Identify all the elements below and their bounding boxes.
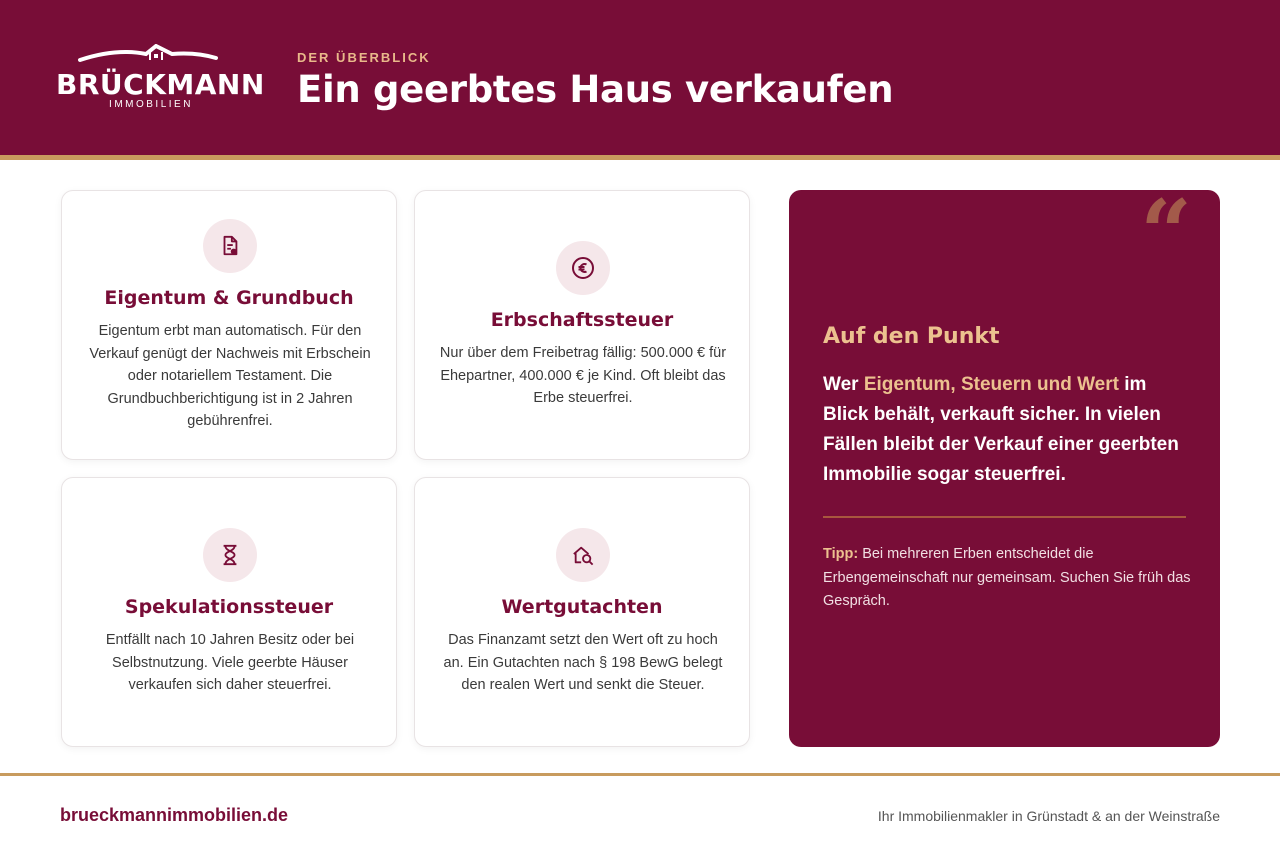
logo-name: BRÜCKMANN: [56, 68, 265, 101]
brand-logo[interactable]: [56, 44, 265, 114]
tip-text: Bei mehreren Erben entscheidet die Erbengemeinschaft nur gemeinsam. Suchen Sie früh das Gespräch.: [823, 546, 1191, 609]
quote-mark-icon: “: [1140, 180, 1192, 286]
footer-divider: [0, 773, 1280, 776]
hourglass-icon: [203, 528, 257, 582]
card-wertgutachten: [414, 477, 750, 747]
document-icon: [203, 219, 257, 273]
card-erbschaftssteuer: [414, 190, 750, 460]
page-title: Ein geerbtes Haus verkaufen: [297, 68, 894, 111]
header-divider: [0, 155, 1280, 160]
panel-divider: [823, 516, 1186, 518]
footer-website-link[interactable]: brueckmannimmobilien.de: [60, 805, 289, 825]
card-text: Das Finanzamt setzt den Wert oft zu hoch an. Ein Gutachten nach § 198 BewG belegt den realen Wert und senkt die Steuer.: [443, 632, 723, 693]
summary-panel: [789, 180, 1220, 747]
card-spekulationssteuer: [61, 477, 397, 747]
card-text: Nur über dem Freibetrag fällig: 500.000 € für Ehepartner, 400.000 € je Kind. Oft bleibt das Erbe steuerfrei.: [439, 345, 727, 406]
card-title: Erbschaftssteuer: [490, 309, 674, 331]
card-title: Wertgutachten: [501, 596, 663, 618]
card-text: Entfällt nach 10 Jahren Besitz oder bei Selbstnutzung. Viele geerbte Häuser verkaufen sich daher steuerfrei.: [105, 632, 355, 693]
panel-body: [823, 370, 1195, 490]
footer-tagline: Ihr Immobilienmakler in Grünstadt & an der Weinstraße: [877, 808, 1220, 824]
panel-body-post: im Blick behält, verkauft sicher. In vielen Fällen bleibt der Verkauf einer geerbten Immobilie sogar steuerfrei.: [823, 374, 1179, 485]
house-search-icon: [556, 528, 610, 582]
card-title: Spekulationssteuer: [124, 596, 334, 618]
header-banner: [0, 0, 1280, 155]
panel-body-pre: Wer: [823, 374, 864, 395]
card-title: Eigentum & Grundbuch: [104, 287, 354, 309]
panel-body-highlight: Eigentum, Steuern und Wert: [863, 374, 1119, 395]
panel-tip: [823, 543, 1193, 614]
panel-heading: Auf den Punkt: [823, 324, 1000, 349]
logo-subtitle: IMMOBILIEN: [109, 99, 193, 110]
card-eigentum: [61, 190, 397, 460]
tip-label: Tipp:: [823, 546, 859, 562]
euro-icon: [556, 241, 610, 295]
house-roof-logo-icon: [76, 44, 226, 70]
card-text: Eigentum erbt man automatisch. Für den Verkauf genügt der Nachweis mit Erbschein oder notariellem Testament. Die Grundbuchberichtigung ist in 2 Jahren gebührenfrei.: [89, 323, 371, 429]
header-eyebrow: DER ÜBERBLICK: [297, 50, 431, 65]
